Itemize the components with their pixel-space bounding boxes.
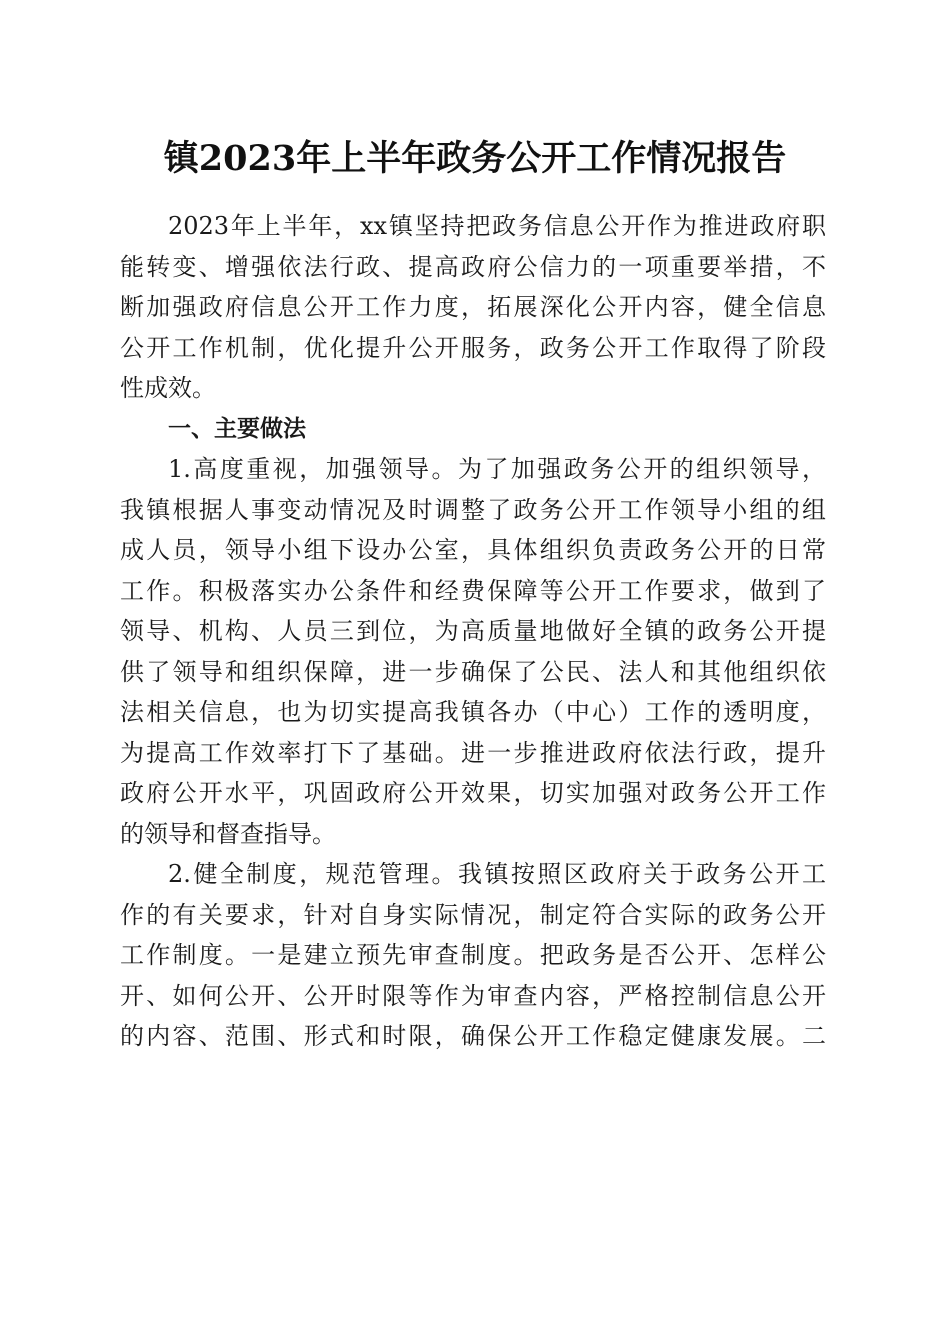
document-body <box>120 206 826 1057</box>
body-text-line: 断加强政府信息公开工作力度，拓展深化公开内容，健全信息 <box>120 293 826 321</box>
body-text-line: 供了领导和组织保障，进一步确保了公民、法人和其他组织依 <box>120 657 826 686</box>
body-text-line: 政府公开水平，巩固政府公开效果，切实加强对政务公开工作 <box>120 779 826 807</box>
body-text-line: 法相关信息，也为切实提高我镇各办（中心）工作的透明度， <box>120 698 826 726</box>
body-text-line: 的内容、范围、形式和时限，确保公开工作稳定健康发展。二 <box>120 1022 826 1050</box>
body-text-line: 2023年上半年，xx镇坚持把政务信息公开作为推进政府职 <box>168 212 826 240</box>
body-text-line: 的领导和督查指导。 <box>120 819 336 848</box>
body-text-line: 1.高度重视，加强领导。为了加强政务公开的组织领导， <box>168 455 826 483</box>
body-text-line: 公开工作机制，优化提升公开服务，政务公开工作取得了阶段 <box>120 333 826 362</box>
body-text-line: 成人员，领导小组下设办公室，具体组织负责政务公开的日常 <box>120 536 826 564</box>
body-text-line: 能转变、增强依法行政、提高政府公信力的一项重要举措，不 <box>120 252 826 281</box>
document-title: 镇2023年上半年政务公开工作情况报告 <box>163 138 787 179</box>
section-heading: 一、主要做法 <box>168 415 306 442</box>
body-text-line: 领导、机构、人员三到位，为高质量地做好全镇的政务公开提 <box>120 617 826 645</box>
body-text-line: 为提高工作效率打下了基础。进一步推进政府依法行政，提升 <box>120 738 826 767</box>
body-text-line: 2.健全制度，规范管理。我镇按照区政府关于政务公开工 <box>168 860 826 888</box>
body-text-line: 作的有关要求，针对自身实际情况，制定符合实际的政务公开 <box>120 900 826 929</box>
body-text-line: 我镇根据人事变动情况及时调整了政务公开工作领导小组的组 <box>120 495 826 524</box>
body-text-line: 性成效。 <box>120 374 216 402</box>
body-text-line: 工作制度。一是建立预先审查制度。把政务是否公开、怎样公 <box>120 941 826 969</box>
body-text-line: 开、如何公开、公开时限等作为审查内容，严格控制信息公开 <box>120 981 826 1010</box>
body-text-line: 工作。积极落实办公条件和经费保障等公开工作要求，做到了 <box>120 576 826 605</box>
